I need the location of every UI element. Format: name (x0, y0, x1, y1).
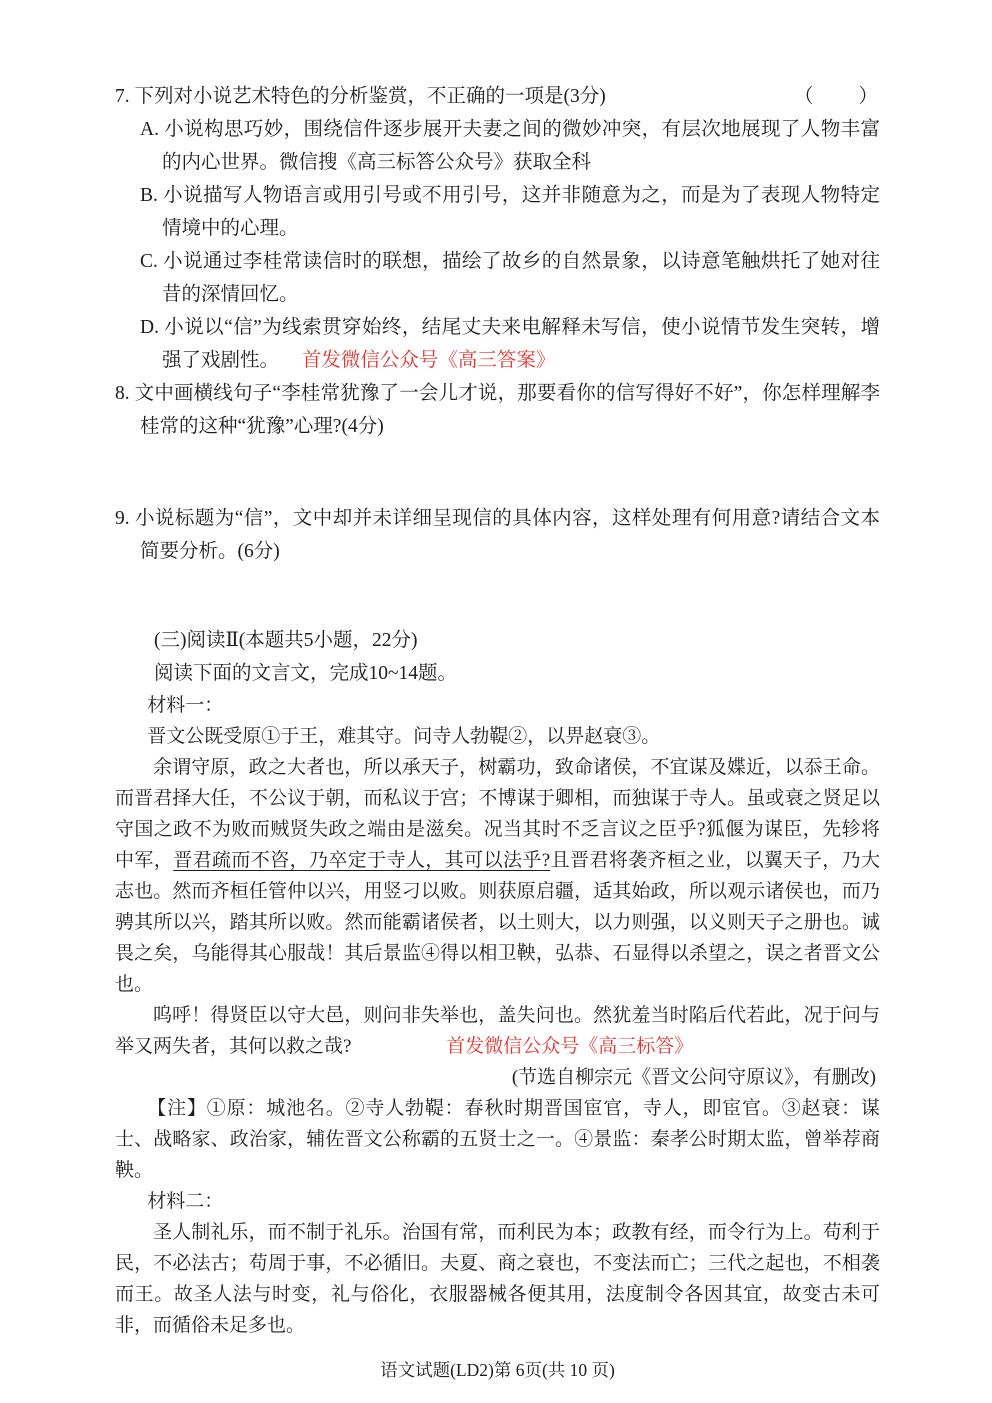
option-a-text: A. 小说构思巧妙，围绕信件逐步展开夫妻之间的微妙冲突，有层次地展现了人物丰富的内心世界。微信搜《高三标答公众号》获取全科 (140, 119, 880, 173)
material-1-intro: 晋文公既受原①于王，难其守。问寺人勃鞮②，以畀赵衰③。 (147, 726, 661, 747)
material-2-label: 材料二： (147, 1191, 224, 1212)
material-2-paragraph: 圣人制礼乐，而不制于礼乐。治国有常，而利民为本；政教有经，而令行为上。苟利于民，不必法古；苟周于事，不必循旧。夫夏、商之衰也，不变法而亡；三代之起也，不相袭而王。故圣人法与时变，礼与俗化，衣服器械各便其用，法度制令各因其宜，故变古未可非，而循俗未足多也。 (115, 1222, 880, 1336)
source-attribution: (节选自柳宗元《晋文公问守原议》，有删改) (511, 1067, 876, 1088)
option-c (115, 245, 880, 311)
option-a (115, 113, 880, 179)
wechat-ad-answers: 首发微信公众号《高三答案》 (301, 350, 556, 371)
m1-para-after: 且晋君将袭齐桓之业，以翼天子，乃大志也。然而齐桓任管仲以兴，用竖刁以败。则获原启疆，适其始政，所以观示诸侯也，而乃骋其所以兴，踏其所以败。然而能霸诸侯者，以土则大，以力则强，以义则天子之册也。诚畏之矣，乌能得其心服哉！其后景监④得以相卫鞅，弘恭、石显得以杀望之，误之者晋文公也。 (115, 850, 880, 995)
option-b-text: B. 小说描写人物语言或用引号或不用引号，这并非随意为之，而是为了表现人物特定情境中的心理。 (140, 185, 880, 239)
answer-bracket: （ ） (793, 86, 880, 107)
classical-reading (115, 690, 880, 1341)
material-1-closing-paragraph (115, 1000, 880, 1062)
question-8: 8. 文中画横线句子“李桂常犹豫了一会儿才说，那要看你的信写得好不好”，你怎样理解李桂常的这种“犹豫”心理?(4分) (115, 383, 880, 437)
material-1-main-paragraph (115, 752, 880, 1000)
option-d-text: D. 小说以“信”为线索贯穿始终，结尾丈夫来电解释未写信，使小说情节发生突转，增强了戏剧性。 (140, 317, 880, 371)
wechat-ad-biaoda: 首发微信公众号《高三标答》 (446, 1036, 694, 1057)
footnotes: 【注】①原：城池名。②寺人勃鞮：春秋时期晋国宦官，寺人，即宦官。③赵衰：谋士、战略家、政治家，辅佐晋文公称霸的五贤士之一。④景监：秦孝公时期太监，曾举荐商鞅。 (115, 1098, 880, 1181)
page-footer: 语文试题(LD2)第 6页(共 10 页) (380, 1360, 615, 1380)
m1-para-before: 余谓守原，政之大者也，所以承天子，树霸功，致命诸侯，不宜谋及媟近，以忝王命。而晋君择大任，不公议于朝，而私议于宫；不博谋于卿相，而独谋于寺人。虽或衰之贤足以守国之政不为败而贼贤失政之端由是滋矣。况当其时不乏言议之臣乎?狐偃为谋臣，先轸将中军， (115, 757, 880, 871)
section-3-heading: (三)阅读Ⅱ(本题共5小题，22分) (154, 630, 418, 651)
option-b (115, 179, 880, 245)
option-d (115, 311, 880, 377)
option-c-text: C. 小说通过李桂常读信时的联想，描绘了故乡的自然景象，以诗意笔触烘托了她对往昔的深情回忆。 (140, 251, 880, 305)
m1-para3-text: 呜呼！得贤臣以守大邑，则问非失举也，盖失问也。然犹羞当时陷后代若此，况于问与举又两失者，其何以救之哉? (115, 1005, 880, 1057)
question-7-text: 7. 下列对小说艺术特色的分析鉴赏，不正确的一项是(3分) (115, 86, 606, 107)
section-3-instruction: 阅读下面的文言文，完成10~14题。 (154, 663, 458, 684)
question-9: 9. 小说标题为“信”，文中却并未详细呈现信的具体内容，这样处理有何用意?请结合文本简要分析。(6分) (115, 508, 880, 562)
material-1-label: 材料一： (147, 695, 224, 716)
question-7-stem (115, 80, 880, 113)
m1-para-underlined: 晋君疏而不咨，乃卒定于寺人，其可以法乎? (173, 850, 551, 871)
